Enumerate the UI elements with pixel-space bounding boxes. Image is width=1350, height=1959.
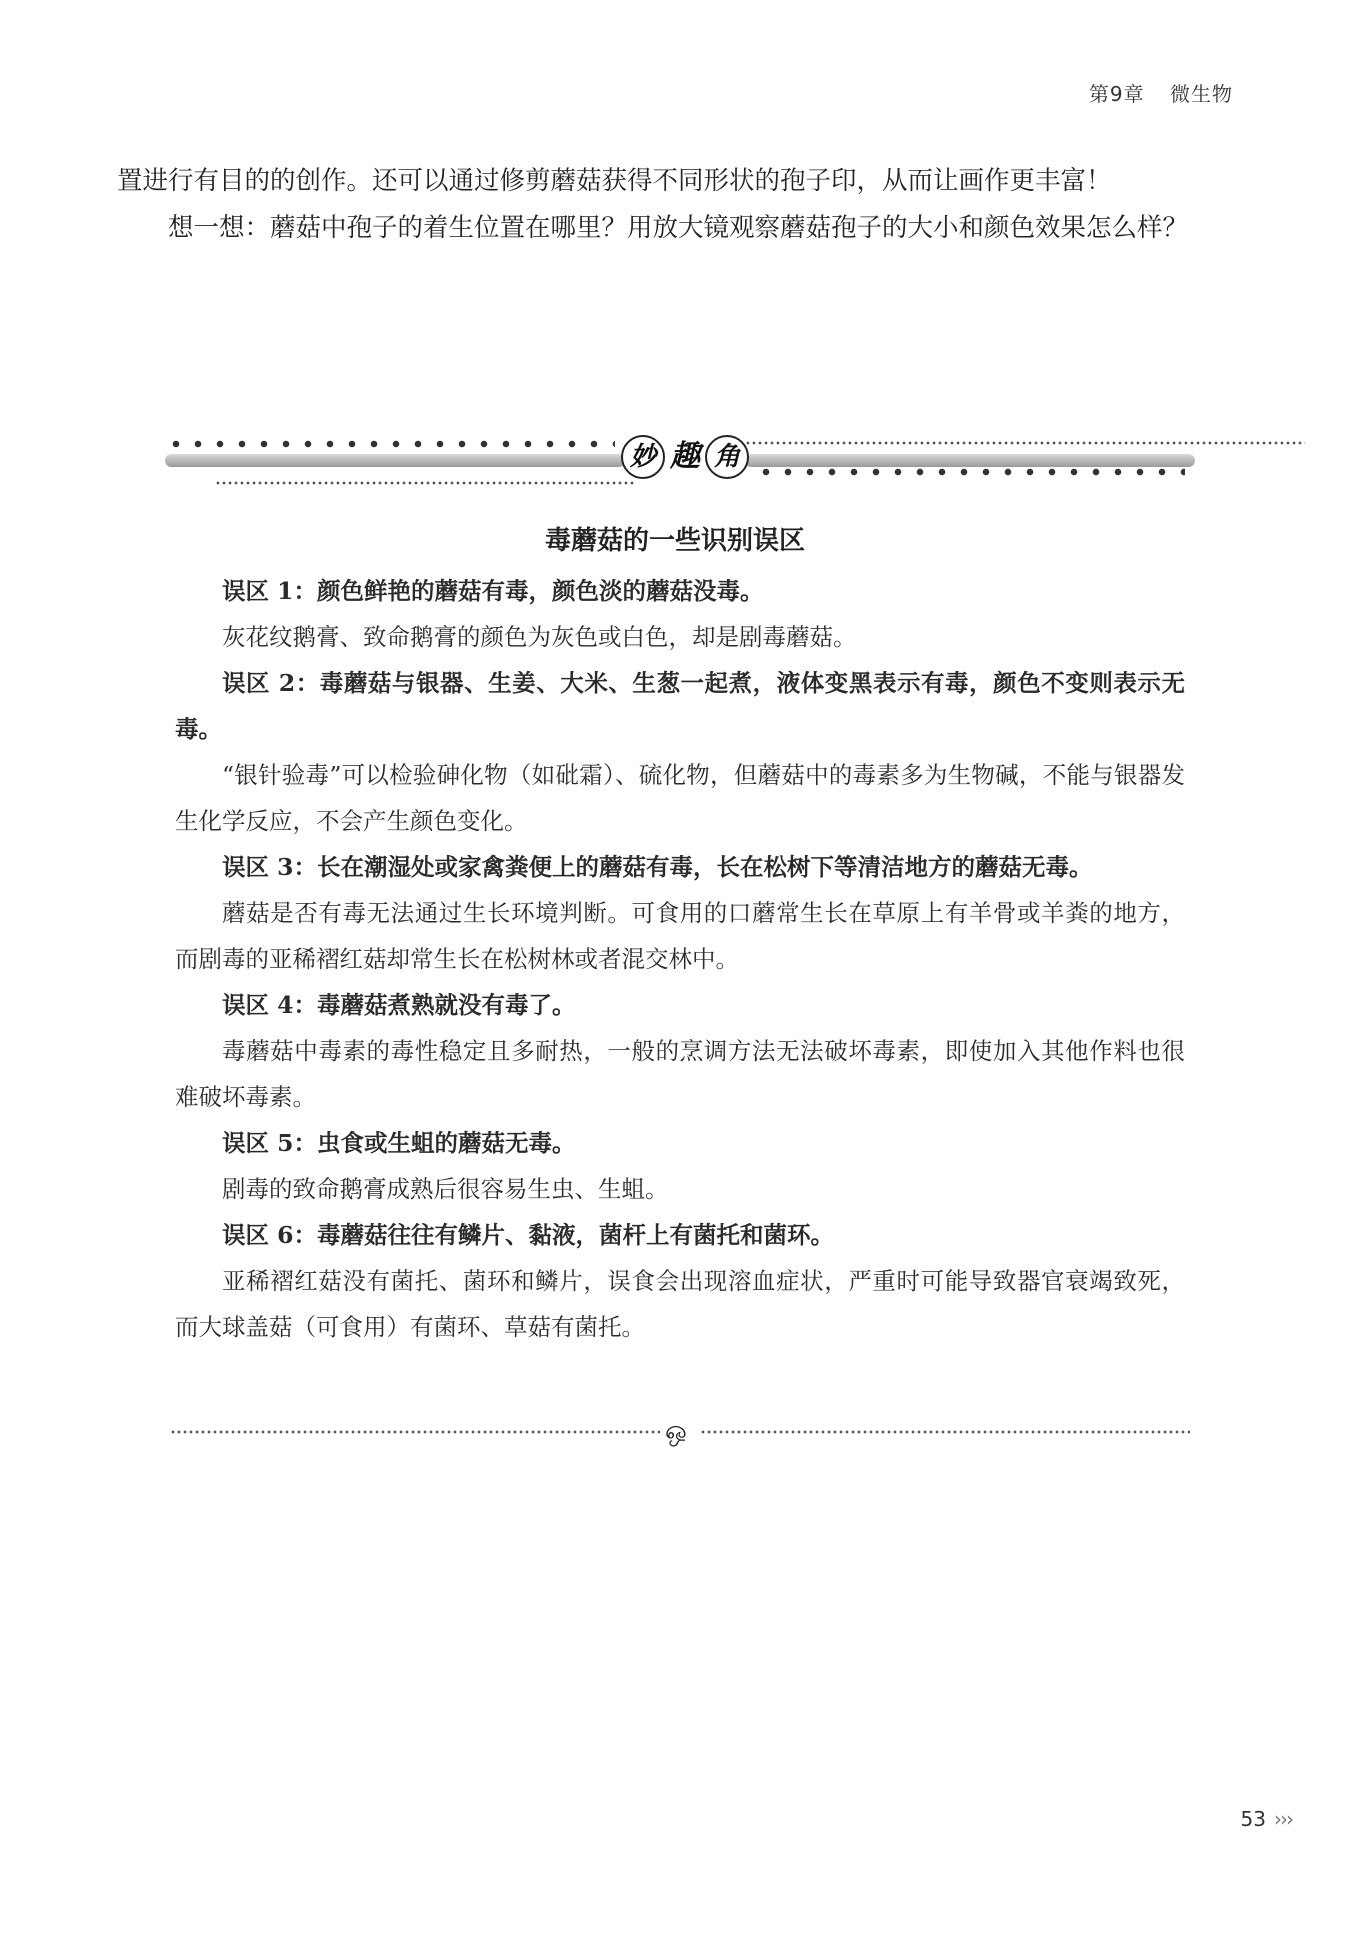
- myth-heading: 误区 1：颜色鲜艳的蘑菇有毒，颜色淡的蘑菇没毒。: [222, 577, 764, 605]
- banner-dotted-line-bottom: [215, 481, 635, 485]
- myth-heading: 误区 5：虫食或生蛆的蘑菇无毒。: [222, 1129, 576, 1157]
- chapter-title: 微生物: [1170, 82, 1233, 106]
- fun-corner-banner: [165, 425, 1190, 495]
- ornament-icon: ஒ: [665, 1416, 687, 1446]
- myth-explanation: “银针验毒”可以检验砷化物（如砒霜）、硫化物，但蘑菇中的毒素多为生物碱，不能与银器发生化学反应，不会产生颜色变化。: [175, 761, 1185, 835]
- banner-dots-top: [165, 439, 615, 449]
- badge-char-1: 妙: [621, 435, 665, 479]
- end-divider-line-right: [700, 1430, 1190, 1434]
- banner-dots-bottom: [755, 467, 1185, 477]
- article-body: [175, 568, 1185, 1350]
- myth-explanation: 剧毒的致命鹅膏成熟后很容易生虫、生蛆。: [222, 1175, 669, 1203]
- myth-heading: 误区 2：毒蘑菇与银器、生姜、大米、生葱一起煮，液体变黑表示有毒，颜色不变则表示无毒。: [175, 669, 1185, 743]
- fun-corner-badge: [615, 431, 755, 483]
- page-footer: [1241, 1807, 1292, 1831]
- intro-text: [117, 158, 1247, 252]
- end-divider-line-left: [170, 1430, 660, 1434]
- end-divider: [170, 1416, 1190, 1446]
- chapter-label: 第9章: [1088, 82, 1145, 106]
- page-arrows: ›››: [1274, 1807, 1292, 1831]
- myth-explanation: 亚稀褶红菇没有菌托、菌环和鳞片，误食会出现溶血症状，严重时可能导致器官衰竭致死，而大球盖菇（可食用）有菌环、草菇有菌托。: [175, 1267, 1185, 1341]
- myth-heading: 误区 3：长在潮湿处或家禽粪便上的蘑菇有毒，长在松树下等清洁地方的蘑菇无毒。: [222, 853, 1093, 881]
- banner-bar-left: [165, 454, 625, 467]
- badge-char-3: 角: [705, 435, 749, 479]
- badge-char-2: 趣: [667, 437, 703, 477]
- intro-paragraph: 置进行有目的的创作。还可以通过修剪蘑菇获得不同形状的孢子印，从而让画作更丰富！: [117, 166, 1112, 196]
- myth-explanation: 毒蘑菇中毒素的毒性稳定且多耐热，一般的烹调方法无法破坏毒素，即使加入其他作料也很难破坏毒素。: [175, 1037, 1185, 1111]
- banner-dotted-line-top: [745, 441, 1305, 445]
- banner-bar-right: [745, 454, 1195, 467]
- myth-explanation: 蘑菇是否有毒无法通过生长环境判断。可食用的口蘑常生长在草原上有羊骨或羊粪的地方，而剧毒的亚稀褶红菇却常生长在松树林或者混交林中。: [175, 899, 1185, 973]
- think-question: 想一想：蘑菇中孢子的着生位置在哪里？用放大镜观察蘑菇孢子的大小和颜色效果怎么样？: [168, 213, 1189, 243]
- myth-heading: 误区 4：毒蘑菇煮熟就没有毒了。: [222, 991, 576, 1019]
- article-title: 毒蘑菇的一些识别误区: [544, 526, 805, 556]
- myth-explanation: 灰花纹鹅膏、致命鹅膏的颜色为灰色或白色，却是剧毒蘑菇。: [222, 623, 857, 651]
- myth-heading: 误区 6：毒蘑菇往往有鳞片、黏液，菌杆上有菌托和菌环。: [222, 1221, 835, 1249]
- running-header: [1089, 78, 1233, 107]
- page-number: 53: [1240, 1807, 1266, 1831]
